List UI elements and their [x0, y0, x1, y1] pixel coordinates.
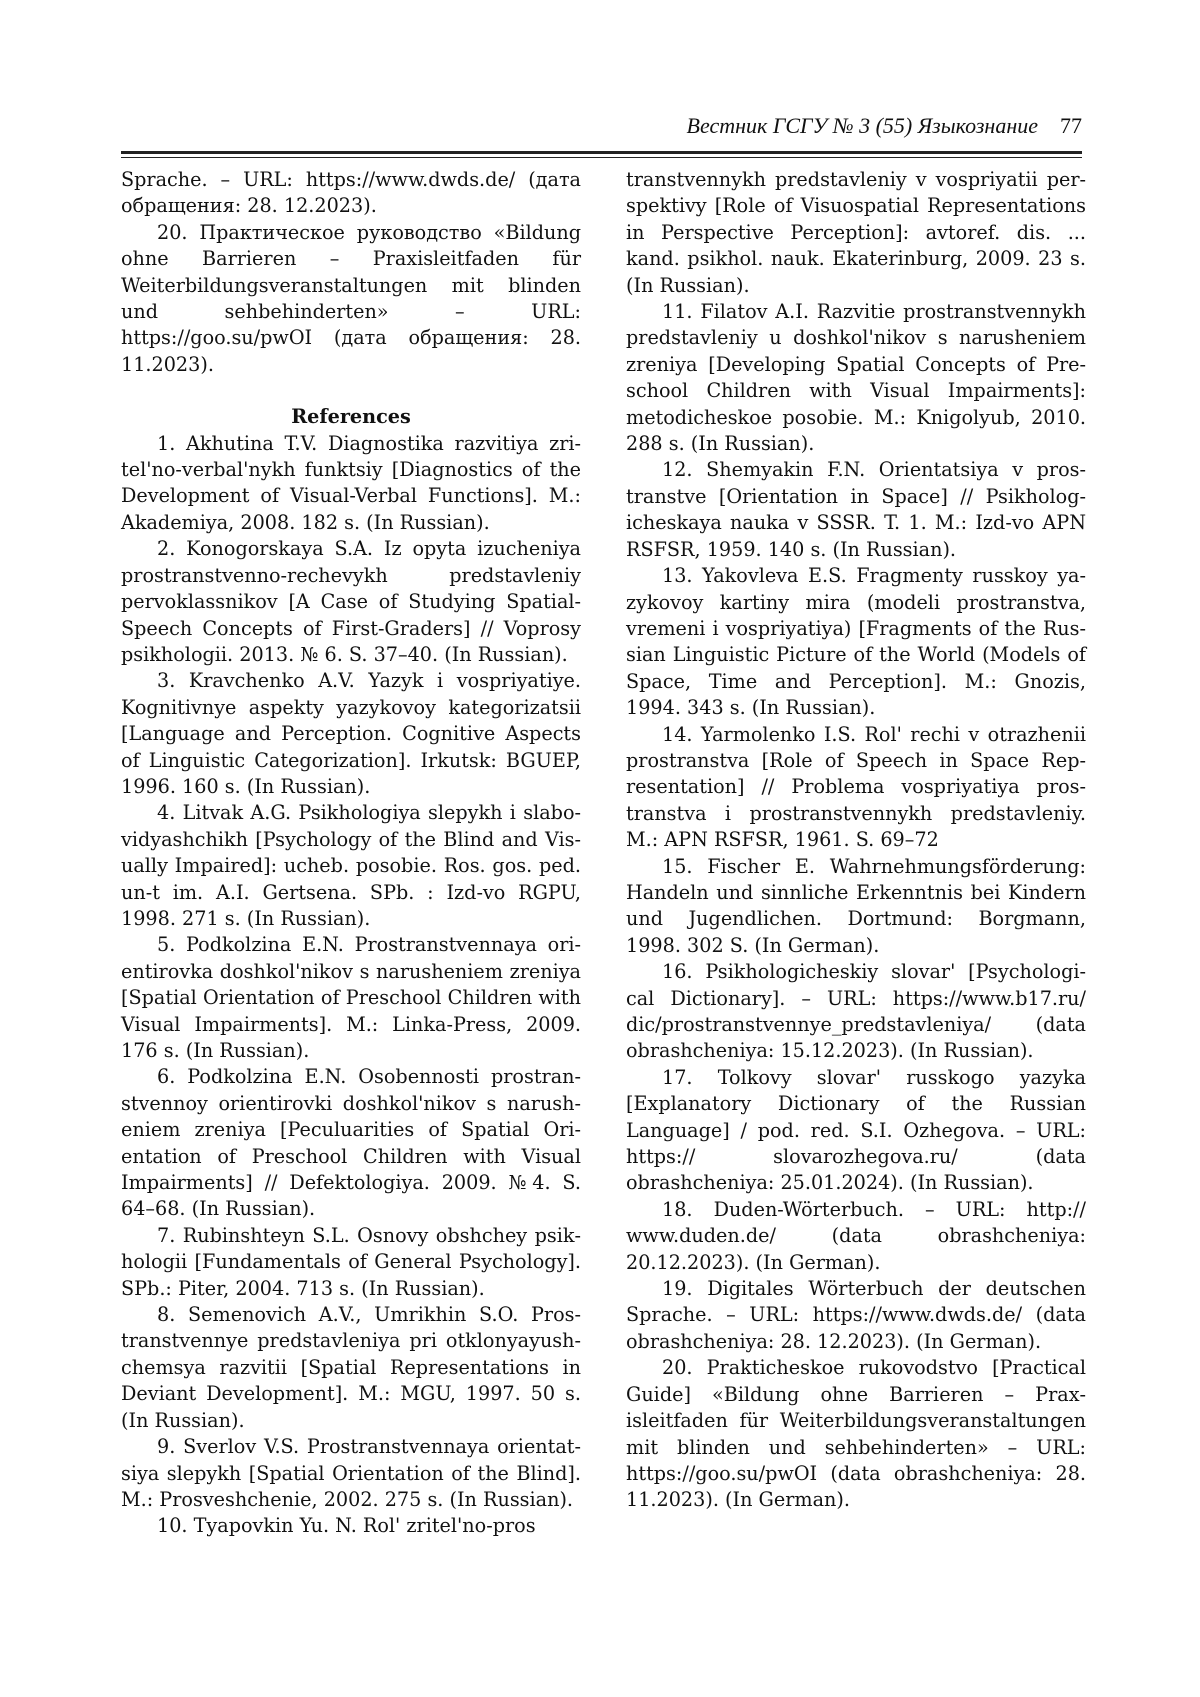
- left-column: [121, 167, 581, 1540]
- reference-item-14: 14. Yarmolenko I.S. Rol' rechi v otrazhenii prostranstva [Role of Speech in Space Representation] // Problema vospriyatiya prostranstva i prostranstvennykh predstavleniy. M.: APN RSFSR, 1961. S. 69–72: [626, 722, 1086, 852]
- reference-item-10: 10. Tyapovkin Yu. N. Rol' zritel'no-pros: [157, 1514, 536, 1538]
- reference-item-ru-20: 20. Практическое руководство «Bildung ohne Barrieren – Praxisleitfaden für Weiterbildungsveranstaltungen mit blinden und sehbehinderten» – URL: https://goo.su/pwOI (дата обращения: 28. 11.2023).: [121, 220, 581, 376]
- reference-item-15: 15. Fischer E. Wahrnehmungsförderung: Handeln und sinnliche Erkenntnis bei Kindern und Jugendlichen. Dortmund: Borgmann, 1998. 302 S. (In German).: [626, 854, 1086, 957]
- page-number: 77: [1060, 113, 1082, 138]
- reference-item-8: 8. Semenovich A.V., Umrikhin S.O. Prostranstvennye predstavleniya pri otklonyayushchemsya razvitii [Spatial Representations in Deviant Development]. M.: MGU, 1997. 50 s. (In Russian).: [121, 1303, 581, 1432]
- reference-item-6: 6. Podkolzina E.N. Osobennosti prostranstvennoy orientirovki doshkol'nikov s narusheniem zreniya [Peculuarities of Spatial Orientation of Preschool Children with Visual Impairments] // Defektologiya. 2009. №4. S. 64–68. (In Russian).: [121, 1065, 581, 1221]
- reference-item-19: 19. Digitales Wörterbuch der deutschen Sprache. – URL: https://www.dwds.de/ (data obrashcheniya: 28. 12.2023). (In German).: [626, 1277, 1086, 1353]
- reference-item-1: 1. Akhutina T.V. Diagnostika razvitiya zritel'no-verbal'nykh funktsiy [Diagnostics of the Development of Visual-Verbal Functions]. M.: Akademiya, 2008. 182 s. (In Russian).: [121, 431, 581, 534]
- header-rule-thin: [121, 157, 1082, 158]
- journal-title: Вестник ГСГУ № 3 (55) Языкознание: [686, 113, 1038, 138]
- reference-item-18: 18. Duden-Wörterbuch. – URL: http:// www.duden.de/ (data obrashcheniya: 20.12.2023). (In German).: [626, 1197, 1086, 1274]
- reference-item-9: 9. Sverlov V.S. Prostranstvennaya orientatsiya slepykh [Spatial Orientation of the Blind]. M.: Prosveshchenie, 2002. 275 s. (In Russian).: [121, 1435, 581, 1511]
- reference-item-16: 16. Psikhologicheskiy slovar' [Psychological Dictionary]. – URL: https://www.b17.ru/ dic/prostranstvennye_predstavleniya/ (data obrashcheniya: 15.12.2023). (In Russian).: [626, 960, 1086, 1063]
- reference-continuation: transtvennykh predstavleniy v vospriyatii perspektivy [Role of Visuospatial Representations in Perspective Perception]: avtoref. dis. ... kand. psikhol. nauk. Ekaterinburg, 2009. 23 s. (In Russian).: [626, 168, 1086, 297]
- right-column: [626, 167, 1086, 1514]
- reference-item-17: 17. Tolkovy slovar' russkogo yazyka [Explanatory Dictionary of the Russian Language] / pod. red. S.I. Ozhegova. – URL: https:// slovarozhegova.ru/ (data obrashcheniya: 25.01.2024). (In Russian).: [626, 1065, 1086, 1195]
- reference-item-2: 2. Konogorskaya S.A. Iz opyta izucheniya prostranstvenno-rechevykh predstavleniy pervoklassnikov [A Case of Studying Spatial-Speech Concepts of First-Graders] // Voprosy psikhologii. 2013. № 6. S. 37–40. (In Russian).: [121, 537, 581, 666]
- header-rule-thick: [121, 151, 1082, 154]
- reference-item-12: 12. Shemyakin F.N. Orientatsiya v prostranstve [Orientation in Space] // Psikhologicheskaya nauka v SSSR. T. 1. M.: Izd-vo APN RSFSR, 1959. 140 s. (In Russian).: [626, 458, 1086, 561]
- reference-item-7: 7. Rubinshteyn S.L. Osnovy obshchey psikhologii [Fundamentals of General Psychology]. SPb.: Piter, 2004. 713 s. (In Russian).: [121, 1223, 581, 1300]
- reference-item-20: 20. Prakticheskoe rukovodstvo [Practical Guide] «Bildung ohne Barrieren – Praxisleitfaden für Weiterbildungsveranstaltungen mit blinden und sehbehinderten» – URL: https://goo.su/pwOI (data obrashcheniya: 28. 11.2023). (In German).: [626, 1356, 1086, 1512]
- reference-item-3: 3. Kravchenko A.V. Yazyk i vospriyatiye. Kognitivnye aspekty yazykovoy kategorizatsii [Language and Perception. Cognitive Aspects of Linguistic Categorization]. Irkutsk: BGUEP, 1996. 160 s. (In Russian).: [121, 669, 581, 798]
- reference-item-5: 5. Podkolzina E.N. Prostranstvennaya orientirovka doshkol'nikov s narusheniem zreniya [Spatial Orientation of Preschool Children with Visual Impairments]. M.: Linka-Press, 2009. 176 s. (In Russian).: [121, 933, 581, 1062]
- reference-item-4: 4. Litvak A.G. Psikhologiya slepykh i slabovidyashchikh [Psychology of the Blind and Visually Impaired]: ucheb. posobie. Ros. gos. ped. un-t im. A.I. Gertsena. SPb. : Izd-vo RGPU, 1998. 271 s. (In Russian).: [121, 801, 581, 930]
- running-header: [121, 113, 1082, 147]
- reference-item-11: 11. Filatov A.I. Razvitie prostranstvennykh predstavleniy u doshkol'nikov s narusheniem zreniya [Developing Spatial Concepts of Preschool Children with Visual Impairments]: metodicheskoe posobie. M.: Knigolyub, 2010. 288 s. (In Russian).: [626, 300, 1086, 456]
- references-heading: References: [291, 405, 411, 429]
- reference-item-13: 13. Yakovleva E.S. Fragmenty russkoy yazykovoy kartiny mira (modeli prostranstva, vremeni i vospriyatiya) [Fragments of the Russian Linguistic Picture of the World (Models of Space, Time and Perception]. M.: Gnozis, 1994. 343 s. (In Russian).: [626, 564, 1086, 720]
- reference-continuation: Sprache. – URL: https://www.dwds.de/ (дата обращения: 28. 12.2023).: [121, 168, 581, 218]
